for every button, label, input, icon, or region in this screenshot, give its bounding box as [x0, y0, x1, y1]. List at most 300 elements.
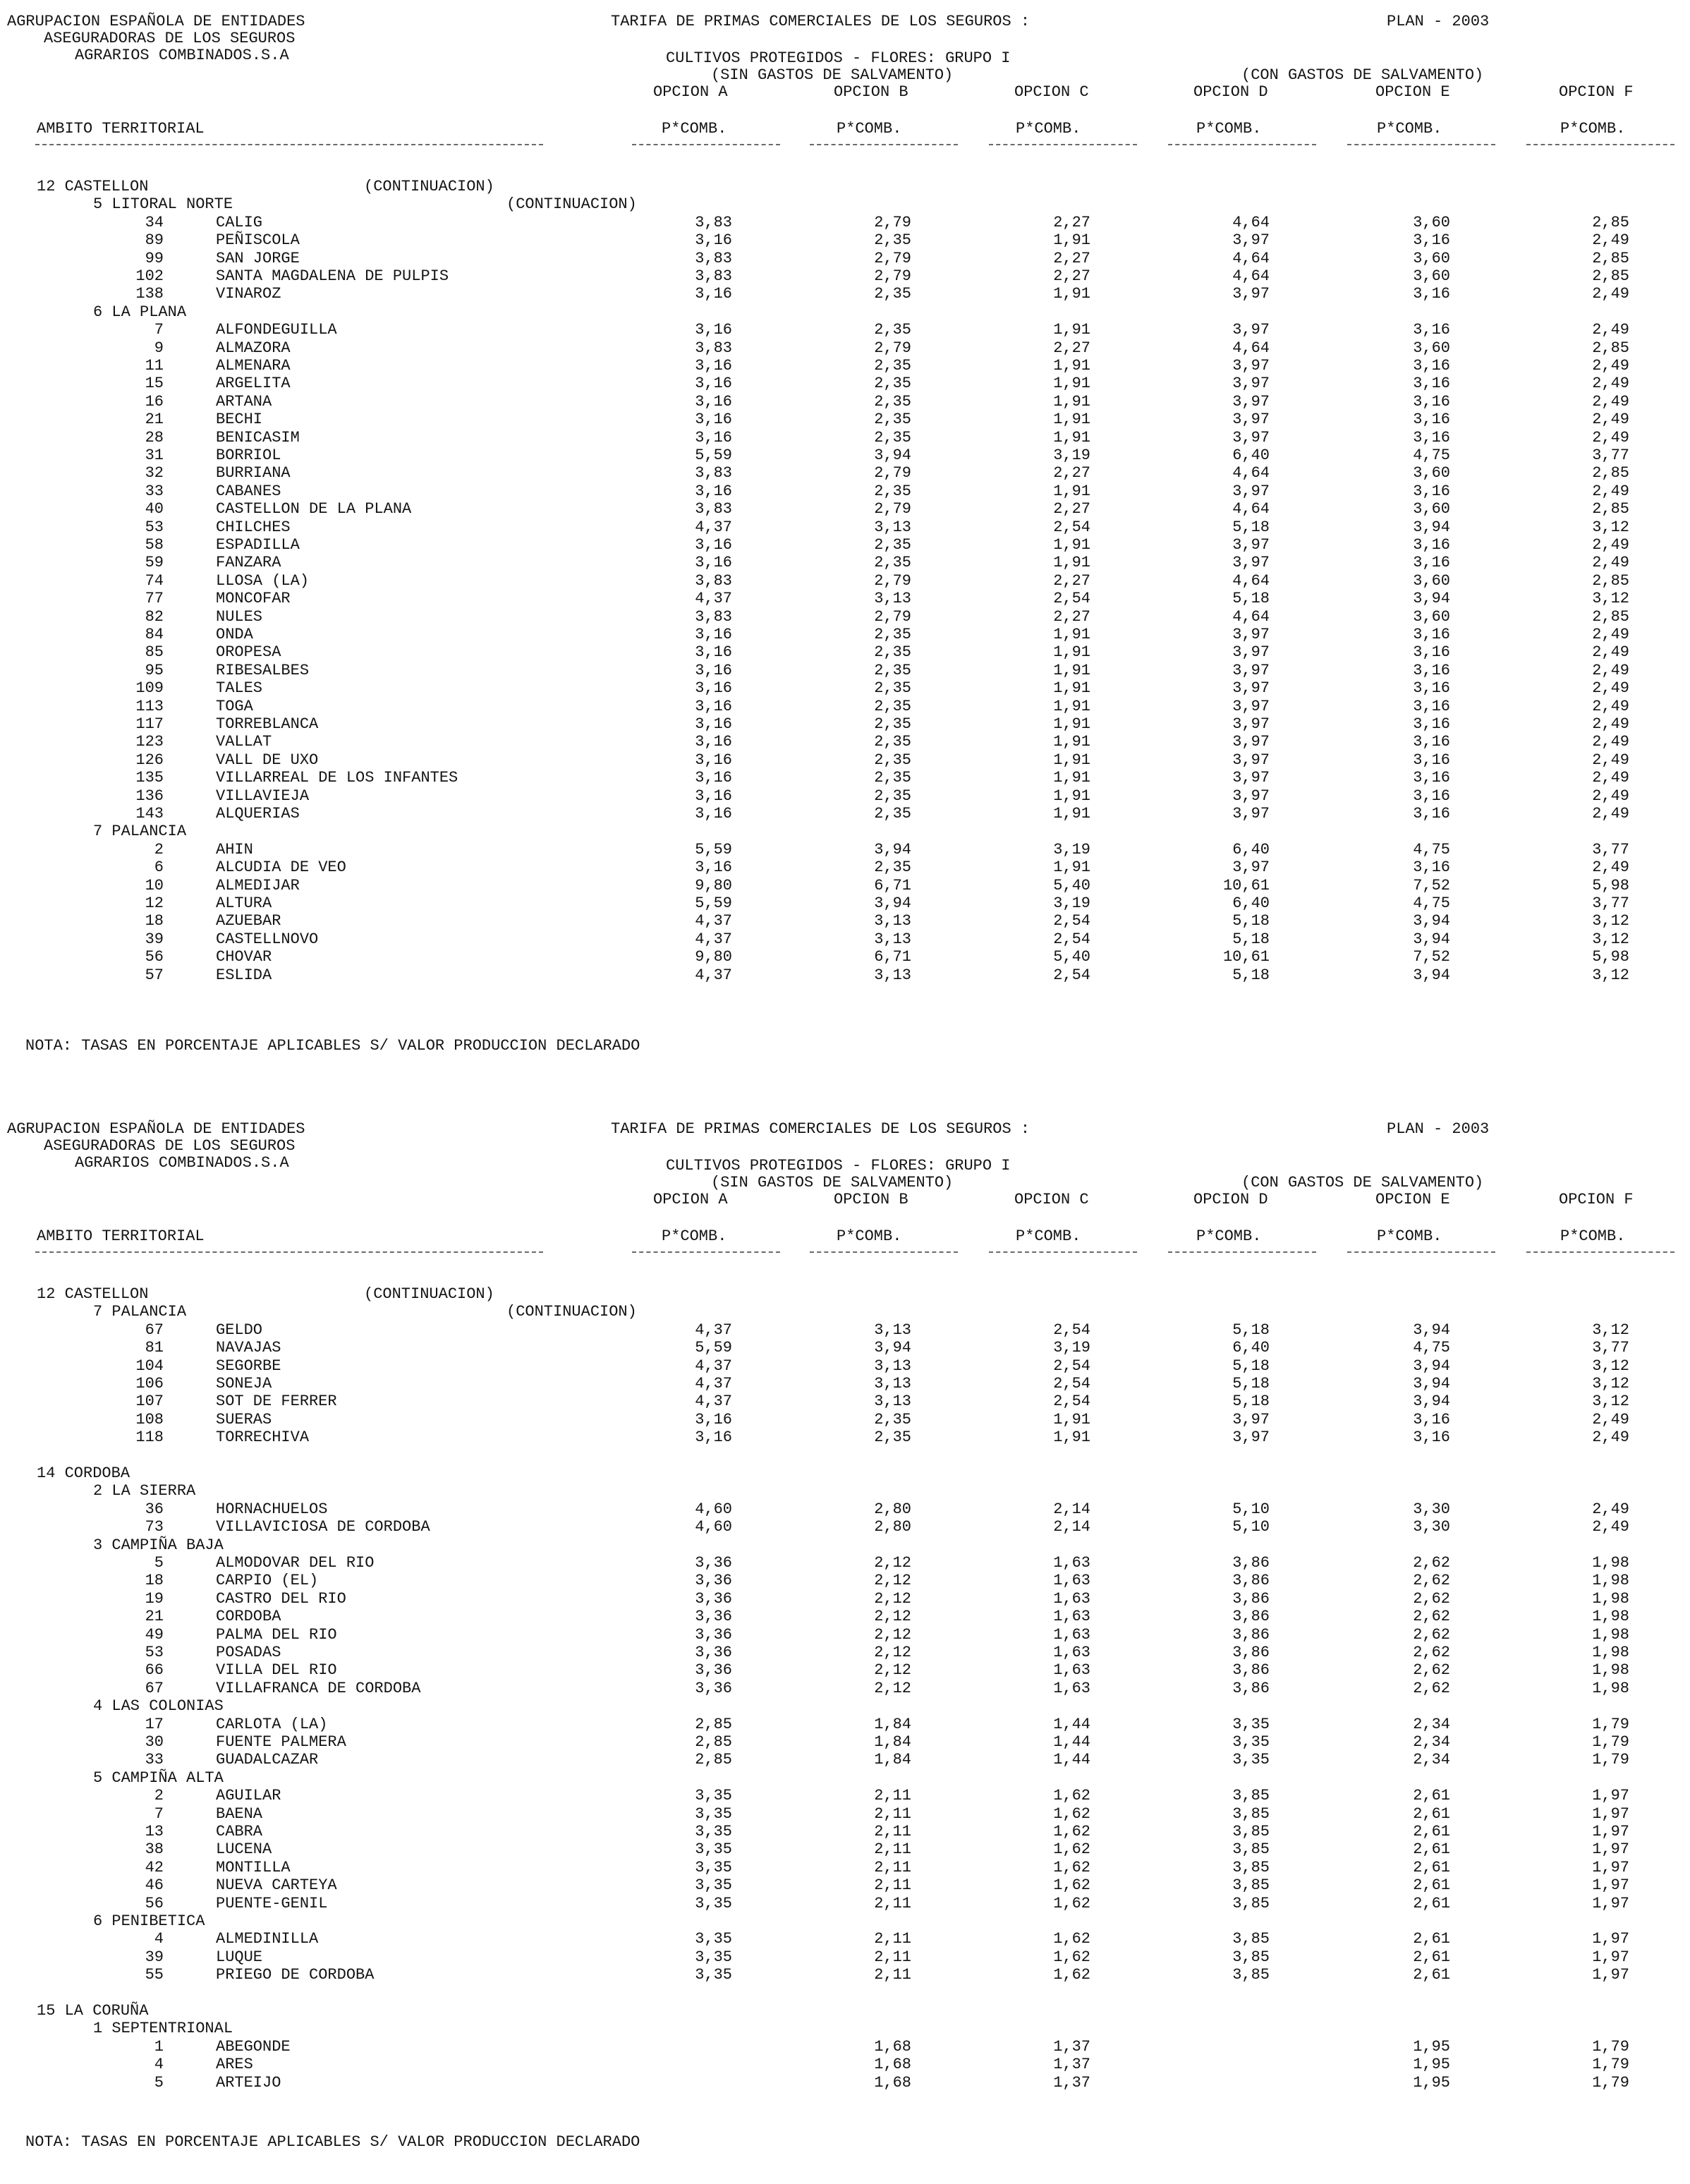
premium-rate-e: 3,94 [1413, 930, 1450, 948]
premium-rate-e: 3,60 [1413, 607, 1450, 626]
header-divider [35, 144, 543, 145]
municipality-code: 10 [145, 876, 164, 894]
municipality-name: CABANES [216, 482, 281, 500]
table-row [0, 1626, 1690, 1644]
table-row [0, 1321, 1690, 1339]
premium-rate-d: 3,97 [1232, 1428, 1270, 1447]
premium-rate-f: 1,98 [1592, 1661, 1629, 1680]
header-divider [1347, 144, 1495, 145]
premium-rate-f: 2,49 [1592, 231, 1629, 250]
premium-rate-c: 1,62 [1053, 1966, 1090, 1984]
premium-rate-b: 2,35 [874, 643, 911, 662]
premium-rate-d: 3,97 [1232, 357, 1270, 375]
org-name-line-1: AGRUPACION ESPAÑOLA DE ENTIDADES [7, 1120, 305, 1138]
municipality-name: CABRA [216, 1823, 263, 1840]
premium-rate-d: 3,97 [1232, 375, 1270, 393]
municipality-code: 107 [135, 1393, 164, 1411]
premium-rate-a: 3,36 [695, 1589, 732, 1608]
premium-rate-d: 3,97 [1232, 428, 1270, 447]
region-heading [0, 1912, 1690, 1930]
premium-rate-a: 3,35 [695, 1876, 732, 1895]
region-heading [0, 303, 1690, 321]
col-e-label: P*COMB. [1377, 1227, 1442, 1245]
table-row [0, 429, 1690, 447]
premium-rate-d: 10,61 [1222, 876, 1270, 894]
col-b-label: P*COMB. [837, 120, 902, 138]
premium-rate-d: 3,97 [1232, 1410, 1270, 1428]
table-row [0, 590, 1690, 607]
premium-rate-d: 10,61 [1222, 948, 1270, 966]
premium-rate-b: 2,79 [874, 213, 911, 231]
premium-rate-d: 3,97 [1232, 769, 1270, 787]
municipality-name: VALL DE UXO [216, 751, 319, 769]
municipality-name: ALQUERIAS [216, 805, 300, 823]
premium-rate-d: 3,97 [1232, 285, 1270, 303]
premium-rate-e: 3,16 [1413, 554, 1450, 572]
premium-rate-a: 2,85 [695, 1751, 732, 1769]
municipality-code: 2 [154, 1787, 164, 1805]
table-row [0, 1518, 1690, 1536]
premium-rate-e: 3,16 [1413, 751, 1450, 769]
premium-rate-a: 3,83 [695, 571, 732, 590]
province-heading [0, 1464, 1690, 1482]
municipality-name: ABEGONDE [216, 2037, 291, 2056]
municipality-name: ALTURA [216, 894, 272, 912]
premium-rate-d: 6,40 [1232, 447, 1270, 464]
premium-rate-b: 2,80 [874, 1500, 911, 1518]
premium-rate-e: 3,94 [1413, 518, 1450, 536]
table-row [0, 1339, 1690, 1357]
premium-rate-f: 1,97 [1592, 1804, 1629, 1823]
premium-rate-e: 3,16 [1413, 411, 1450, 429]
municipality-code: 104 [135, 1357, 164, 1375]
municipality-code: 16 [145, 392, 164, 411]
scope-column-label: AMBITO TERRITORIAL [37, 120, 205, 138]
premium-rate-d: 3,97 [1232, 554, 1270, 572]
table-row [0, 1948, 1690, 1966]
premium-rate-f: 2,49 [1592, 285, 1629, 303]
header-divider [989, 144, 1137, 145]
premium-rate-f: 2,85 [1592, 464, 1629, 483]
premium-rate-d: 3,85 [1232, 1930, 1270, 1948]
premium-rate-f: 1,98 [1592, 1679, 1629, 1697]
premium-rate-c: 5,40 [1053, 876, 1090, 894]
table-row [0, 1608, 1690, 1625]
premium-rate-e: 1,95 [1413, 2037, 1450, 2056]
premium-rate-e: 2,61 [1413, 1948, 1450, 1966]
premium-rate-a: 3,16 [695, 357, 732, 375]
premium-rate-e: 2,34 [1413, 1751, 1450, 1769]
premium-rate-f: 2,85 [1592, 249, 1629, 267]
premium-rate-e: 3,94 [1413, 912, 1450, 930]
premium-rate-d: 4,64 [1232, 607, 1270, 626]
municipality-code: 6 [154, 859, 164, 877]
municipality-code: 109 [135, 679, 164, 698]
premium-rate-c: 1,63 [1053, 1625, 1090, 1644]
table-row [0, 2056, 1690, 2073]
premium-rate-e: 2,61 [1413, 1930, 1450, 1948]
premium-rate-e: 3,94 [1413, 1393, 1450, 1411]
premium-rate-c: 1,62 [1053, 1787, 1090, 1805]
table-row [0, 572, 1690, 590]
premium-rate-a: 3,83 [695, 339, 732, 357]
premium-rate-b: 3,94 [874, 1339, 911, 1357]
premium-rate-f: 5,98 [1592, 948, 1629, 966]
municipality-code: 4 [154, 1930, 164, 1948]
table-row [0, 285, 1690, 303]
premium-rate-f: 3,12 [1592, 1357, 1629, 1375]
premium-rate-b: 2,12 [874, 1572, 911, 1590]
municipality-name: CARLOTA (LA) [216, 1715, 328, 1733]
municipality-code: 81 [145, 1339, 164, 1357]
option-c-header: OPCION C [1014, 83, 1089, 101]
premium-rate-e: 4,75 [1413, 447, 1450, 464]
premium-rate-a: 3,83 [695, 249, 732, 267]
premium-rate-c: 1,62 [1053, 1840, 1090, 1859]
municipality-code: 56 [145, 948, 164, 966]
premium-rate-b: 2,35 [874, 1428, 911, 1447]
premium-rate-e: 3,16 [1413, 715, 1450, 733]
premium-rate-c: 2,54 [1053, 1357, 1090, 1375]
premium-rate-c: 2,27 [1053, 464, 1090, 483]
premium-rate-b: 6,71 [874, 876, 911, 894]
premium-rate-f: 2,49 [1592, 1518, 1629, 1536]
premium-rate-d: 5,18 [1232, 930, 1270, 948]
municipality-name: ESPADILLA [216, 536, 300, 554]
premium-rate-c: 1,63 [1053, 1661, 1090, 1680]
premium-rate-a: 3,16 [695, 321, 732, 339]
premium-rate-a: 4,37 [695, 912, 732, 930]
premium-rate-d: 3,97 [1232, 392, 1270, 411]
municipality-name: NULES [216, 607, 263, 626]
header-divider [1526, 1251, 1674, 1253]
premium-rate-d: 3,86 [1232, 1625, 1270, 1644]
municipality-code: 40 [145, 500, 164, 518]
premium-rate-c: 1,91 [1053, 805, 1090, 823]
premium-rate-b: 3,13 [874, 966, 911, 984]
premium-rate-e: 3,16 [1413, 482, 1450, 500]
premium-rate-b: 2,35 [874, 769, 911, 787]
municipality-name: CHOVAR [216, 948, 272, 966]
municipality-name: NUEVA CARTEYA [216, 1876, 337, 1895]
premium-rate-a: 3,16 [695, 715, 732, 733]
municipality-name: CARPIO (EL) [216, 1572, 319, 1590]
premium-rate-c: 1,63 [1053, 1644, 1090, 1661]
premium-rate-d: 4,64 [1232, 571, 1270, 590]
table-row [0, 733, 1690, 751]
premium-rate-c: 2,27 [1053, 500, 1090, 518]
table-row [0, 787, 1690, 805]
municipality-code: 102 [135, 267, 164, 285]
premium-rate-c: 1,91 [1053, 321, 1090, 339]
municipality-name: TOGA [216, 697, 253, 715]
premium-rate-a: 3,16 [695, 643, 732, 662]
premium-rate-b: 2,12 [874, 1554, 911, 1572]
col-d-label: P*COMB. [1196, 1227, 1262, 1245]
premium-rate-a: 5,59 [695, 447, 732, 464]
municipality-code: 39 [145, 930, 164, 948]
region-label: 6 PENIBETICA [93, 1912, 205, 1930]
org-name-line-2: ASEGURADORAS DE LOS SEGUROS [44, 30, 296, 47]
municipality-code: 13 [145, 1823, 164, 1840]
municipality-name: ALMODOVAR DEL RIO [216, 1554, 375, 1572]
municipality-code: 135 [135, 769, 164, 787]
option-d-header: OPCION D [1193, 83, 1268, 101]
premium-rate-a: 3,16 [695, 626, 732, 643]
premium-rate-a: 3,16 [695, 805, 732, 823]
premium-rate-f: 1,97 [1592, 1787, 1629, 1805]
premium-rate-b: 3,13 [874, 1375, 911, 1393]
premium-rate-f: 1,79 [1592, 1715, 1629, 1733]
premium-rate-e: 3,16 [1413, 733, 1450, 751]
premium-rate-d: 3,86 [1232, 1554, 1270, 1572]
premium-rate-a: 3,35 [695, 1966, 732, 1984]
premium-rate-e: 3,16 [1413, 626, 1450, 643]
premium-rate-b: 2,11 [874, 1823, 911, 1840]
municipality-code: 73 [145, 1518, 164, 1536]
premium-rate-b: 3,13 [874, 518, 911, 536]
municipality-name: NAVAJAS [216, 1339, 281, 1357]
municipality-code: 117 [135, 715, 164, 733]
premium-rate-e: 3,16 [1413, 859, 1450, 877]
premium-rate-b: 2,35 [874, 859, 911, 877]
table-row [0, 877, 1690, 894]
premium-rate-e: 2,62 [1413, 1608, 1450, 1626]
premium-rate-f: 2,49 [1592, 536, 1629, 554]
region-label: 5 CAMPIÑA ALTA [93, 1769, 224, 1787]
premium-rate-e: 3,16 [1413, 805, 1450, 823]
premium-rate-d: 3,97 [1232, 411, 1270, 429]
province-label: 14 CORDOBA [37, 1464, 130, 1482]
premium-rate-c: 3,19 [1053, 447, 1090, 464]
premium-rate-c: 1,44 [1053, 1715, 1090, 1733]
municipality-name: BAENA [216, 1804, 263, 1823]
header-divider [1168, 1251, 1316, 1253]
table-row [0, 518, 1690, 536]
option-a-header: OPCION A [653, 1191, 728, 1208]
premium-rate-b: 2,11 [874, 1930, 911, 1948]
premium-rate-c: 2,54 [1053, 1321, 1090, 1339]
municipality-code: 108 [135, 1410, 164, 1428]
premium-rate-a: 4,37 [695, 966, 732, 984]
premium-rate-c: 2,14 [1053, 1500, 1090, 1518]
premium-rate-c: 1,91 [1053, 859, 1090, 877]
premium-rate-c: 2,27 [1053, 607, 1090, 626]
premium-rate-f: 2,85 [1592, 267, 1629, 285]
table-row [0, 1554, 1690, 1572]
municipality-code: 67 [145, 1321, 164, 1339]
table-row [0, 1357, 1690, 1375]
tariff-page-2 [0, 1092, 1690, 2184]
premium-rate-a: 4,37 [695, 1321, 732, 1339]
crop-group-title: CULTIVOS PROTEGIDOS - FLORES: GRUPO I [666, 49, 1011, 67]
premium-rate-c: 1,62 [1053, 1858, 1090, 1876]
premium-rate-b: 2,35 [874, 375, 911, 393]
premium-rate-c: 1,91 [1053, 357, 1090, 375]
municipality-name: ALMENARA [216, 357, 291, 375]
premium-rate-c: 2,54 [1053, 930, 1090, 948]
premium-rate-b: 2,79 [874, 464, 911, 483]
premium-rate-c: 1,63 [1053, 1679, 1090, 1697]
premium-rate-b: 2,79 [874, 339, 911, 357]
municipality-name: AHIN [216, 840, 253, 859]
municipality-name: CASTELLON DE LA PLANA [216, 500, 412, 518]
table-row [0, 1966, 1690, 1984]
continuation-note: (CONTINUACION) [364, 178, 494, 195]
municipality-name: CASTELLNOVO [216, 930, 319, 948]
premium-rate-b: 3,13 [874, 1357, 911, 1375]
municipality-name: SANTA MAGDALENA DE PULPIS [216, 267, 449, 285]
premium-rate-f: 1,98 [1592, 1554, 1629, 1572]
premium-rate-a: 4,37 [695, 590, 732, 608]
premium-rate-d: 5,18 [1232, 1393, 1270, 1411]
premium-rate-b: 1,84 [874, 1751, 911, 1769]
continuation-note: (CONTINUACION) [364, 1285, 494, 1303]
table-row [0, 626, 1690, 643]
premium-rate-c: 1,37 [1053, 2037, 1090, 2056]
org-name-line-1: AGRUPACION ESPAÑOLA DE ENTIDADES [7, 13, 305, 30]
premium-rate-e: 4,75 [1413, 1339, 1450, 1357]
municipality-name: BORRIOL [216, 447, 281, 464]
table-row [0, 1805, 1690, 1823]
municipality-name: FANZARA [216, 554, 281, 572]
premium-rate-f: 2,49 [1592, 787, 1629, 805]
premium-rate-e: 3,60 [1413, 500, 1450, 518]
municipality-name: VILLAVICIOSA DE CORDOBA [216, 1518, 430, 1536]
municipality-code: 82 [145, 607, 164, 626]
premium-rate-f: 1,97 [1592, 1823, 1629, 1840]
premium-rate-d: 5,18 [1232, 912, 1270, 930]
premium-rate-e: 3,60 [1413, 464, 1450, 483]
table-row [0, 411, 1690, 428]
premium-rate-b: 2,35 [874, 661, 911, 679]
municipality-name: TORRECHIVA [216, 1428, 310, 1447]
municipality-code: 95 [145, 661, 164, 679]
municipality-name: ARES [216, 2056, 253, 2074]
municipality-code: 118 [135, 1428, 164, 1447]
region-heading [0, 195, 1690, 213]
col-a-label: P*COMB. [662, 120, 727, 138]
table-row [0, 339, 1690, 357]
premium-rate-a: 3,16 [695, 554, 732, 572]
municipality-code: 39 [145, 1948, 164, 1966]
table-row [0, 1500, 1690, 1518]
premium-rate-b: 3,94 [874, 447, 911, 464]
municipality-code: 11 [145, 357, 164, 375]
premium-rate-a: 4,60 [695, 1500, 732, 1518]
premium-rate-f: 3,12 [1592, 1393, 1629, 1411]
premium-rate-e: 2,62 [1413, 1679, 1450, 1697]
region-label: 5 LITORAL NORTE [93, 195, 233, 214]
municipality-code: 18 [145, 912, 164, 930]
municipality-code: 4 [154, 2056, 164, 2074]
premium-rate-e: 3,94 [1413, 590, 1450, 608]
group-without-salvage: (SIN GASTOS DE SALVAMENTO) [711, 66, 954, 84]
premium-rate-d: 3,97 [1232, 787, 1270, 805]
premium-rate-f: 1,79 [1592, 2073, 1629, 2092]
premium-rate-a: 9,80 [695, 876, 732, 894]
premium-rate-d: 3,85 [1232, 1840, 1270, 1859]
premium-rate-a: 3,16 [695, 1428, 732, 1447]
premium-rate-c: 1,91 [1053, 482, 1090, 500]
table-row [0, 321, 1690, 339]
premium-rate-b: 2,79 [874, 500, 911, 518]
premium-rate-b: 2,35 [874, 428, 911, 447]
plan-year: PLAN - 2003 [1387, 1120, 1490, 1138]
premium-rate-a: 3,16 [695, 769, 732, 787]
org-name-line-3: AGRARIOS COMBINADOS.S.A [75, 1154, 289, 1172]
table-row [0, 267, 1690, 285]
municipality-code: 42 [145, 1858, 164, 1876]
premium-rate-f: 2,49 [1592, 392, 1629, 411]
premium-rate-c: 3,19 [1053, 1339, 1090, 1357]
group-with-salvage: (CON GASTOS DE SALVAMENTO) [1241, 1174, 1484, 1191]
premium-rate-d: 3,85 [1232, 1966, 1270, 1984]
premium-rate-a: 3,16 [695, 428, 732, 447]
premium-rate-f: 2,49 [1592, 482, 1629, 500]
region-heading [0, 1303, 1690, 1321]
premium-rate-f: 1,97 [1592, 1948, 1629, 1966]
premium-rate-e: 3,94 [1413, 1375, 1450, 1393]
municipality-code: 12 [145, 894, 164, 912]
premium-rate-e: 3,94 [1413, 1357, 1450, 1375]
table-row [0, 1644, 1690, 1661]
premium-rate-a: 3,16 [695, 787, 732, 805]
premium-rate-b: 1,68 [874, 2037, 911, 2056]
municipality-code: 84 [145, 626, 164, 643]
scope-column-label: AMBITO TERRITORIAL [37, 1227, 205, 1245]
municipality-code: 1 [154, 2037, 164, 2056]
premium-rate-d: 4,64 [1232, 213, 1270, 231]
premium-rate-f: 3,12 [1592, 1321, 1629, 1339]
municipality-code: 17 [145, 1715, 164, 1733]
municipality-code: 113 [135, 697, 164, 715]
municipality-name: AGUILAR [216, 1787, 281, 1805]
premium-rate-a: 3,36 [695, 1679, 732, 1697]
table-row [0, 715, 1690, 733]
premium-rate-e: 2,62 [1413, 1661, 1450, 1680]
municipality-code: 7 [154, 321, 164, 339]
municipality-code: 9 [154, 339, 164, 357]
premium-rate-e: 3,60 [1413, 213, 1450, 231]
municipality-code: 77 [145, 590, 164, 608]
municipality-name: PRIEGO DE CORDOBA [216, 1966, 375, 1984]
premium-rate-e: 3,16 [1413, 679, 1450, 698]
municipality-name: CASTRO DEL RIO [216, 1589, 346, 1608]
premium-rate-b: 3,13 [874, 930, 911, 948]
premium-rate-d: 5,10 [1232, 1500, 1270, 1518]
premium-rate-f: 2,49 [1592, 751, 1629, 769]
premium-rate-d: 3,86 [1232, 1679, 1270, 1697]
premium-rate-c: 1,91 [1053, 411, 1090, 429]
table-row [0, 483, 1690, 500]
municipality-code: 28 [145, 428, 164, 447]
premium-rate-f: 1,97 [1592, 1840, 1629, 1859]
municipality-name: LUQUE [216, 1948, 263, 1966]
premium-rate-c: 2,27 [1053, 213, 1090, 231]
municipality-name: PEÑISCOLA [216, 231, 300, 250]
table-row [0, 859, 1690, 876]
premium-rate-f: 1,97 [1592, 1930, 1629, 1948]
table-row [0, 554, 1690, 571]
municipality-name: OROPESA [216, 643, 281, 662]
premium-rate-d: 3,97 [1232, 643, 1270, 662]
premium-rate-a: 3,35 [695, 1840, 732, 1859]
premium-rate-f: 1,98 [1592, 1644, 1629, 1661]
premium-rate-f: 2,49 [1592, 859, 1629, 877]
premium-rate-f: 2,85 [1592, 500, 1629, 518]
group-without-salvage: (SIN GASTOS DE SALVAMENTO) [711, 1174, 954, 1191]
